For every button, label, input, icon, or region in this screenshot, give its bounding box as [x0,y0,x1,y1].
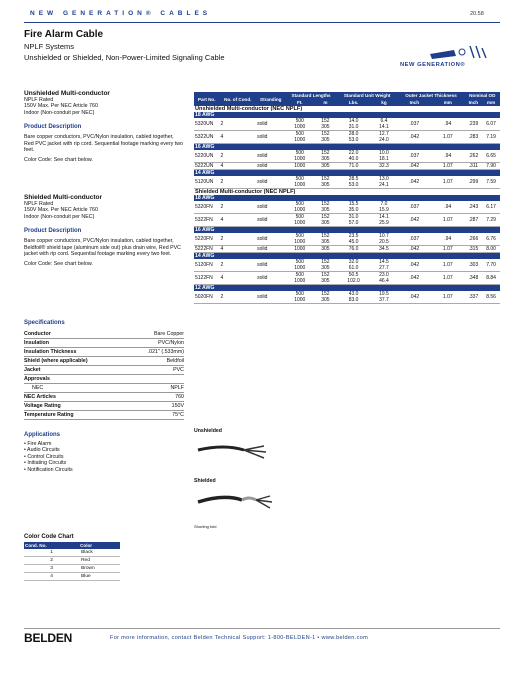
cond-number: 2 [24,557,79,565]
unshielded-heading: Unshielded Multi-conductor [24,90,110,97]
spec-row [24,348,184,357]
application-item: • Audio Circuits [24,447,60,454]
table-row [194,246,500,253]
table-cell: 500 1000 [285,131,314,144]
table-cell: solid [256,176,285,189]
specifications [24,320,184,473]
table-cell: .037 [398,118,431,131]
table-header: Nominal OD [465,92,500,99]
table-cell: solid [256,272,285,285]
cc-header-cond: Cond. No. [24,542,79,549]
spec-row [24,411,184,420]
belden-logo: BELDEN [24,631,73,645]
spec-value: PVC/Nylon [158,340,184,346]
table-cell: 4 [219,131,256,144]
table-cell: .337 [465,291,483,304]
series-title: NEW GENERATION® CABLES [30,10,212,17]
spec-value: Bare Copper [153,331,184,337]
table-cell: 7.29 [482,214,500,227]
spec-row [24,357,184,366]
cond-number: 3 [24,565,79,573]
pd1-text: Bare copper conductors, PVC/Nylon insulation, cabled together, Red PVC jacket with rip cord. Sequential footage marking every two feet. [24,134,183,154]
table-subheader: Inch [398,99,431,106]
table-cell: 5120FN [194,259,219,272]
table-cell: .042 [398,259,431,272]
spec-value: PVC [173,367,184,373]
spec-value: 75°C [172,412,184,418]
table-row [194,272,500,285]
spec-key: Conductor [24,331,51,337]
spec-key: Jacket [24,367,41,373]
table-cell: 15.5 35.0 [337,201,371,214]
table-header: Part No. [194,92,219,106]
table-cell: .94 [431,118,465,131]
table-cell: 500 1000 [285,176,314,189]
table-cell: 1.07 [431,272,465,285]
table-cell: .299 [465,176,483,189]
table-cell: 5322FN [194,214,219,227]
table-cell: 7.90 [482,163,500,170]
color-row [24,549,120,557]
table-cell: 31.0 57.0 [337,214,371,227]
table-row [194,150,500,163]
table-subheader: kg [370,99,397,106]
application-item: • Initiating Circuits [24,460,67,467]
table-cell: 23.5 45.0 [337,233,371,246]
spec-row [24,402,184,411]
table-cell: .94 [431,233,465,246]
color-name: Blue [79,573,120,581]
spec-key: Shield (where applicable) [24,358,88,364]
table-cell: 152 305 [314,291,337,304]
awg-label: 16 AWG [194,144,500,151]
table-cell: .042 [398,131,431,144]
table-cell: 152 305 [314,150,337,163]
cond-number: 1 [24,549,79,557]
table-cell: 5120UN [194,176,219,189]
table-cell: 6.17 [482,201,500,214]
table-cell: 14.0 31.0 [337,118,371,131]
table-cell: .239 [465,118,483,131]
table-cell: .283 [465,131,483,144]
table-cell: 5322UN [194,131,219,144]
table-cell: 23.0 46.4 [370,272,397,285]
table-cell: 6.65 [482,150,500,163]
table-cell: 7.19 [482,131,500,144]
unshielded-cable-icon [194,440,274,470]
table-cell: 1.07 [431,214,465,227]
table-cell: .037 [398,201,431,214]
table-row [194,259,500,272]
table-cell: solid [256,201,285,214]
table-cell: 13.0 24.1 [370,176,397,189]
table-cell: .303 [465,259,483,272]
table-cell: 152 305 [314,176,337,189]
table-cell: 152 305 [314,233,337,246]
table-cell: .266 [465,233,483,246]
table-cell: 76.0 [337,246,371,253]
cc2-text: Color Code: See chart below. [24,261,93,268]
spec-row [24,339,184,348]
table-cell: 500 1000 [285,118,314,131]
cond-number: 4 [24,573,79,581]
sh-rating: NPLF Rated [24,201,54,207]
table-cell: 14.1 25.9 [370,214,397,227]
spec-value: 760 [175,394,184,400]
awg-label: 14 AWG [194,170,500,177]
table-cell: 12.7 24.0 [370,131,397,144]
footer-rule [24,628,500,629]
application-item: • Notification Circuits [24,466,73,473]
apps-heading: Applications [24,432,61,438]
table-subheader: Ft. [285,99,314,106]
table-cell: 2 [219,233,256,246]
spec-row [24,393,184,402]
table-header: Outer Jacket Thickness [398,92,465,99]
table-cell: 5222UN [194,163,219,170]
table-cell: .94 [431,150,465,163]
table-cell: 500 1000 [285,272,314,285]
footer-contact: For more information, contact Belden Technical Support: 1-800-BELDEN-1 • www.belden.com [110,635,369,641]
spec-key: NEC Articles [24,394,56,400]
table-cell: 1.07 [431,246,465,253]
table-cell: 7.70 [482,259,500,272]
table-cell: 8.56 [482,291,500,304]
table-cell: 32.3 [370,163,397,170]
table-cell: 305 [314,246,337,253]
table-header: Standard Unit Weight [337,92,398,99]
table-cell: 43.0 83.0 [337,291,371,304]
table-cell: 1.07 [431,163,465,170]
table-cell: 1.07 [431,291,465,304]
table-cell: 8.84 [482,272,500,285]
category-label: Shielded Multi-conductor (NEC NPLF) [195,189,296,195]
new-generation-logo [400,42,500,72]
sh-voltage: 150V Max. Per NEC Article 760 [24,207,98,214]
pd1-heading: Product Description [24,124,82,131]
fig-unshielded-label: Unshielded [194,428,222,434]
table-cell: 1.07 [431,259,465,272]
spec-value: 150V [171,403,184,409]
color-row [24,573,120,581]
table-cell: 5320FN [194,201,219,214]
table-subheader: m [314,99,337,106]
table-cell: solid [256,150,285,163]
table-cell: .311 [465,163,483,170]
spec-row [24,384,184,393]
shielded-heading: Shielded Multi-conductor [24,194,102,201]
spec-heading: Specifications [24,320,65,326]
subtitle-1: NPLF Systems [24,42,75,51]
table-cell: 500 1000 [285,291,314,304]
table-cell: 10.0 18.1 [370,150,397,163]
page-title: Fire Alarm Cable [24,29,104,40]
table-cell: 152 305 [314,201,337,214]
uns-rating: NPLF Rated [24,97,54,103]
header-rule [24,22,500,23]
shielded-section [24,194,184,268]
table-cell: 2 [219,291,256,304]
table-cell: 5020FN [194,291,219,304]
spec-value: NPLF [170,385,184,391]
spec-value: .021" (.533mm) [147,349,184,355]
table-cell: 8.00 [482,246,500,253]
table-row [194,214,500,227]
table-cell: .037 [398,150,431,163]
table-header: No. of Cond. [219,92,256,106]
table-cell: 50.5 102.0 [337,272,371,285]
table-cell: solid [256,131,285,144]
table-cell: 5122FN [194,272,219,285]
table-cell: 5220UN [194,150,219,163]
table-cell: 500 1000 [285,233,314,246]
table-cell: .315 [465,246,483,253]
sh-indoor: Indoor (Non-conduit per NEC) [24,213,95,220]
table-cell: .042 [398,163,431,170]
table-cell: 4 [219,272,256,285]
color-row [24,565,120,573]
color-row [24,557,120,565]
table-cell: 14.5 27.7 [370,259,397,272]
unshielded-section [24,90,184,164]
table-cell: 152 305 [314,259,337,272]
table-cell: .287 [465,214,483,227]
cc1-text: Color Code: See chart below. [24,157,93,164]
table-row [194,118,500,131]
pd2-heading: Product Description [24,228,82,235]
table-subheader: Inch [465,99,483,106]
top-header [0,0,513,24]
spec-key: Voltage Rating [24,403,61,409]
application-item: • Fire Alarm [24,441,52,447]
color-name: Black [79,549,120,557]
table-cell: solid [256,163,285,170]
uns-voltage: 150V Max. Per NEC Article 760 [24,103,98,110]
table-cell: .94 [431,201,465,214]
table-cell: 4 [219,246,256,253]
table-cell: solid [256,291,285,304]
table-cell: .348 [465,272,483,285]
awg-label: 12 AWG [194,285,500,292]
table-subheader: mm [482,99,500,106]
table-cell: 152 305 [314,214,337,227]
table-cell: 1000 [285,246,314,253]
table-cell: 305 [314,163,337,170]
table-cell: 71.0 [337,163,371,170]
awg-label: 18 AWG [194,195,500,201]
table-cell: 4 [219,163,256,170]
table-cell: solid [256,259,285,272]
table-cell: 1.07 [431,176,465,189]
spec-key: NEC [32,385,44,391]
table-cell: 19.5 37.7 [370,291,397,304]
color-code-table [24,542,120,581]
table-cell: 2 [219,201,256,214]
table-row [194,201,500,214]
uns-indoor: Indoor (Non-conduit per NEC) [24,109,95,116]
table-cell: 1.07 [431,131,465,144]
awg-label: 16 AWG [194,227,500,234]
shielded-cable-icon [194,488,274,524]
table-cell: 10.7 20.5 [370,233,397,246]
table-cell: solid [256,246,285,253]
spec-key: Temperature Rating [24,412,74,418]
table-cell: 500 1000 [285,150,314,163]
table-cell: 152 305 [314,272,337,285]
table-cell: 1000 [285,163,314,170]
page-number: 20.58 [470,11,484,17]
table-cell: 2 [219,176,256,189]
spec-key: Insulation [24,340,50,346]
spec-value: Beldfoil [166,358,184,364]
cc-header-color: Color [79,542,120,549]
table-cell: .042 [398,246,431,253]
cable-icon [400,42,500,62]
table-cell: 22.0 40.0 [337,150,371,163]
fig-shielded-label: Shielded [194,478,216,484]
table-cell: 7.0 15.9 [370,201,397,214]
awg-label: 14 AWG [194,253,500,260]
awg-label: 18 AWG [194,112,500,118]
logo-text: NEW GENERATION® [400,62,466,68]
color-chart-title: Color Code Chart [24,534,74,540]
table-cell: .037 [398,233,431,246]
table-row [194,131,500,144]
table-cell: 5222FN [194,246,219,253]
subtitle-2: Unshielded or Shielded, Non-Power-Limited Signaling Cable [24,53,225,62]
table-header: Stranding [256,92,285,106]
table-cell: 6.76 [482,233,500,246]
table-cell: .042 [398,176,431,189]
table-cell: 28.0 53.0 [337,131,371,144]
spec-key: Approvals [24,376,50,382]
table-row [194,176,500,189]
product-table [194,92,500,304]
table-cell: 6.07 [482,118,500,131]
table-cell: 5320UN [194,118,219,131]
table-subheader: Lbs. [337,99,371,106]
table-cell: 2 [219,150,256,163]
table-cell: solid [256,214,285,227]
table-row [194,291,500,304]
table-cell: 7.59 [482,176,500,189]
table-cell: 152 305 [314,118,337,131]
pd2-text: Bare copper conductors, PVC/Nylon insulation, cabled together, Beldfoil® shield tape (aluminum side out) plus drain wire, Red PVC jacket with rip cord. Sequential footage marking every two feet. [24,238,181,258]
color-name: Brown [79,565,120,573]
table-cell: .262 [465,150,483,163]
table-cell: solid [256,233,285,246]
table-cell: .042 [398,291,431,304]
table-cell: 34.5 [370,246,397,253]
table-cell: solid [256,118,285,131]
table-cell: 28.5 53.0 [337,176,371,189]
application-item: • Control Circuits [24,453,64,460]
table-cell: .042 [398,272,431,285]
spec-row [24,375,184,384]
table-cell: 500 1000 [285,201,314,214]
table-cell: 4 [219,214,256,227]
table-cell: .042 [398,214,431,227]
table-cell: 2 [219,118,256,131]
table-cell: 5220FN [194,233,219,246]
table-row [194,233,500,246]
spec-row [24,330,184,339]
spec-key: Insulation Thickness [24,349,77,355]
spec-row [24,366,184,375]
table-cell: 32.0 61.0 [337,259,371,272]
table-row [194,163,500,170]
table-cell: 152 305 [314,131,337,144]
table-header: Standard Lengths [285,92,336,99]
table-cell: 500 1000 [285,214,314,227]
category-label: Unshielded Multi-conductor (NEC NPLF) [195,106,303,112]
table-cell: 6.4 14.1 [370,118,397,131]
table-cell: 2 [219,259,256,272]
color-name: Red [79,557,120,565]
drain-label: Shorting fold [194,524,217,529]
table-cell: 500 1000 [285,259,314,272]
table-subheader: mm [431,99,465,106]
table-cell: .243 [465,201,483,214]
